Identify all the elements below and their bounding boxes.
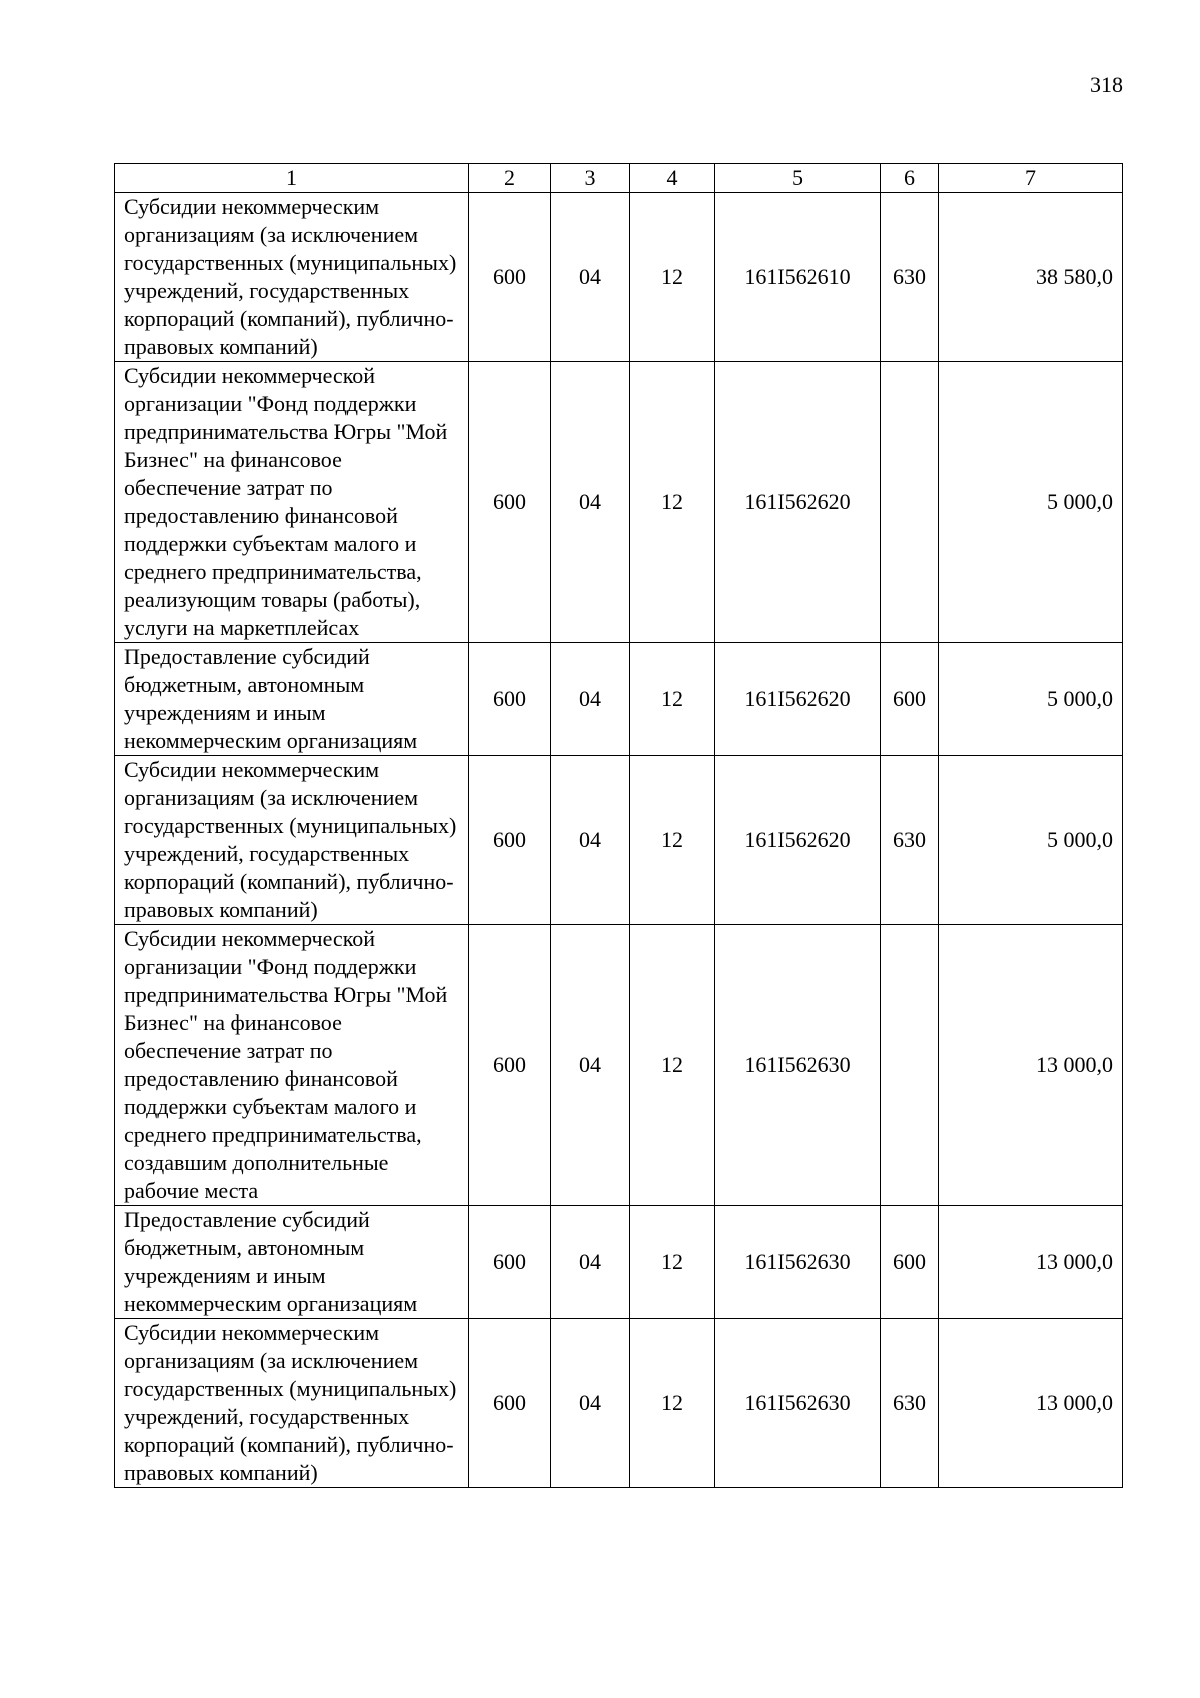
row-expense-type-cell: 630	[881, 1319, 939, 1488]
table-row	[115, 643, 1123, 756]
row-amount-cell: 5 000,0	[939, 756, 1123, 925]
budget-table	[114, 163, 1123, 1488]
row-name-cell: Предоставление субсидий бюджетным, автономным учреждениям и иным некоммерческим организациям	[115, 643, 469, 756]
row-subsection-cell: 12	[630, 1206, 715, 1319]
table-row	[115, 193, 1123, 362]
row-section-cell: 04	[551, 193, 630, 362]
row-name-cell: Субсидии некоммерческой организации "Фонд поддержки предпринимательства Югры "Мой Бизнес" на финансовое обеспечение затрат по предоставлению финансовой поддержки субъектам малого и среднего предпринимательства, реализующим товары (работы), услуги на маркетплейсах	[115, 362, 469, 643]
row-amount-cell: 13 000,0	[939, 925, 1123, 1206]
row-code-cell: 600	[469, 756, 551, 925]
row-target-cell: 161I562620	[715, 362, 881, 643]
row-section-cell: 04	[551, 925, 630, 1206]
row-expense-type-cell: 630	[881, 756, 939, 925]
row-section-cell: 04	[551, 1206, 630, 1319]
header-cell-4: 4	[630, 164, 715, 193]
row-name-cell: Предоставление субсидий бюджетным, автономным учреждениям и иным некоммерческим организациям	[115, 1206, 469, 1319]
row-code-cell: 600	[469, 1206, 551, 1319]
table-header	[115, 164, 1123, 193]
row-name-cell: Субсидии некоммерческим организациям (за исключением государственных (муниципальных) учреждений, государственных корпораций (компаний), публично-правовых компаний)	[115, 1319, 469, 1488]
page-number: 318	[1090, 72, 1123, 97]
row-target-cell: 161I562630	[715, 925, 881, 1206]
table-row	[115, 756, 1123, 925]
table-row	[115, 1319, 1123, 1488]
row-code-cell: 600	[469, 1319, 551, 1488]
row-amount-cell: 5 000,0	[939, 362, 1123, 643]
row-subsection-cell: 12	[630, 643, 715, 756]
row-target-cell: 161I562630	[715, 1206, 881, 1319]
row-expense-type-cell	[881, 362, 939, 643]
row-name-cell: Субсидии некоммерческой организации "Фонд поддержки предпринимательства Югры "Мой Бизнес" на финансовое обеспечение затрат по предоставлению финансовой поддержки субъектам малого и среднего предпринимательства, создавшим дополнительные рабочие места	[115, 925, 469, 1206]
header-cell-2: 2	[469, 164, 551, 193]
header-cell-5: 5	[715, 164, 881, 193]
row-subsection-cell: 12	[630, 925, 715, 1206]
row-code-cell: 600	[469, 925, 551, 1206]
header-cell-1: 1	[115, 164, 469, 193]
row-subsection-cell: 12	[630, 193, 715, 362]
table-row	[115, 1206, 1123, 1319]
header-cell-3: 3	[551, 164, 630, 193]
row-section-cell: 04	[551, 1319, 630, 1488]
row-target-cell: 161I562610	[715, 193, 881, 362]
row-expense-type-cell: 600	[881, 643, 939, 756]
row-subsection-cell: 12	[630, 362, 715, 643]
table-body	[115, 193, 1123, 1488]
header-row	[115, 164, 1123, 193]
row-code-cell: 600	[469, 193, 551, 362]
row-subsection-cell: 12	[630, 756, 715, 925]
row-expense-type-cell	[881, 925, 939, 1206]
row-target-cell: 161I562620	[715, 643, 881, 756]
row-section-cell: 04	[551, 362, 630, 643]
header-cell-7: 7	[939, 164, 1123, 193]
row-amount-cell: 13 000,0	[939, 1206, 1123, 1319]
table-row	[115, 362, 1123, 643]
table-row	[115, 925, 1123, 1206]
row-expense-type-cell: 600	[881, 1206, 939, 1319]
row-amount-cell: 5 000,0	[939, 643, 1123, 756]
row-target-cell: 161I562620	[715, 756, 881, 925]
row-code-cell: 600	[469, 643, 551, 756]
row-amount-cell: 13 000,0	[939, 1319, 1123, 1488]
row-target-cell: 161I562630	[715, 1319, 881, 1488]
row-amount-cell: 38 580,0	[939, 193, 1123, 362]
row-name-cell: Субсидии некоммерческим организациям (за исключением государственных (муниципальных) учреждений, государственных корпораций (компаний), публично-правовых компаний)	[115, 756, 469, 925]
row-section-cell: 04	[551, 756, 630, 925]
row-code-cell: 600	[469, 362, 551, 643]
row-expense-type-cell: 630	[881, 193, 939, 362]
row-subsection-cell: 12	[630, 1319, 715, 1488]
row-section-cell: 04	[551, 643, 630, 756]
row-name-cell: Субсидии некоммерческим организациям (за исключением государственных (муниципальных) учреждений, государственных корпораций (компаний), публично-правовых компаний)	[115, 193, 469, 362]
header-cell-6: 6	[881, 164, 939, 193]
